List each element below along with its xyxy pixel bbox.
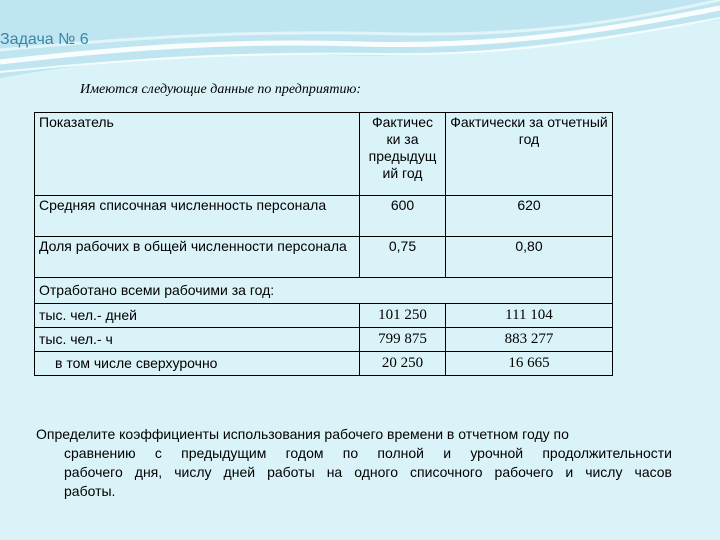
task-line: сравнению с предыдущим годом по полной и урочной продолжительности xyxy=(64,445,672,461)
cell-curr: 620 xyxy=(446,196,613,237)
table-row xyxy=(35,237,613,278)
row-label: тыс. чел.- дней xyxy=(35,304,360,328)
slide-title: Задача № 6 xyxy=(0,31,89,48)
section-label: Отработано всеми рабочими за год: xyxy=(35,278,613,304)
cell-prev: 799 875 xyxy=(360,328,446,352)
task-line: рабочего дня, числу дней работы на одного списочного рабочего и числу часов xyxy=(64,464,672,480)
row-label: тыс. чел.- ч xyxy=(35,328,360,352)
cell-prev: 20 250 xyxy=(360,352,446,376)
task-text xyxy=(36,425,672,501)
table-row xyxy=(35,352,613,376)
cell-prev: 0,75 xyxy=(360,237,446,278)
data-table xyxy=(34,112,613,376)
column-header: Фактически за отчетный год xyxy=(446,113,613,196)
table-row xyxy=(35,196,613,237)
table-row xyxy=(35,328,613,352)
cell-curr: 111 104 xyxy=(446,304,613,328)
task-line: работы. xyxy=(64,483,116,499)
table-header-row xyxy=(35,113,613,196)
slide-subtitle: Имеются следующие данные по предприятию: xyxy=(80,82,362,97)
column-header: Показатель xyxy=(35,113,360,196)
row-label: в том числе сверхурочно xyxy=(35,352,360,376)
cell-prev: 101 250 xyxy=(360,304,446,328)
cell-prev: 600 xyxy=(360,196,446,237)
cell-curr: 883 277 xyxy=(446,328,613,352)
task-line: Определите коэффициенты использования рабочего времени в отчетном году по xyxy=(36,426,569,442)
row-label: Средняя списочная численность персонала xyxy=(35,196,360,237)
decorative-wave-banner xyxy=(0,0,720,90)
column-header: Фактичес ки за предыдущ ий год xyxy=(360,113,446,196)
cell-curr: 16 665 xyxy=(446,352,613,376)
section-row xyxy=(35,278,613,304)
cell-curr: 0,80 xyxy=(446,237,613,278)
row-label: Доля рабочих в общей численности персонала xyxy=(35,237,360,278)
table-row xyxy=(35,304,613,328)
